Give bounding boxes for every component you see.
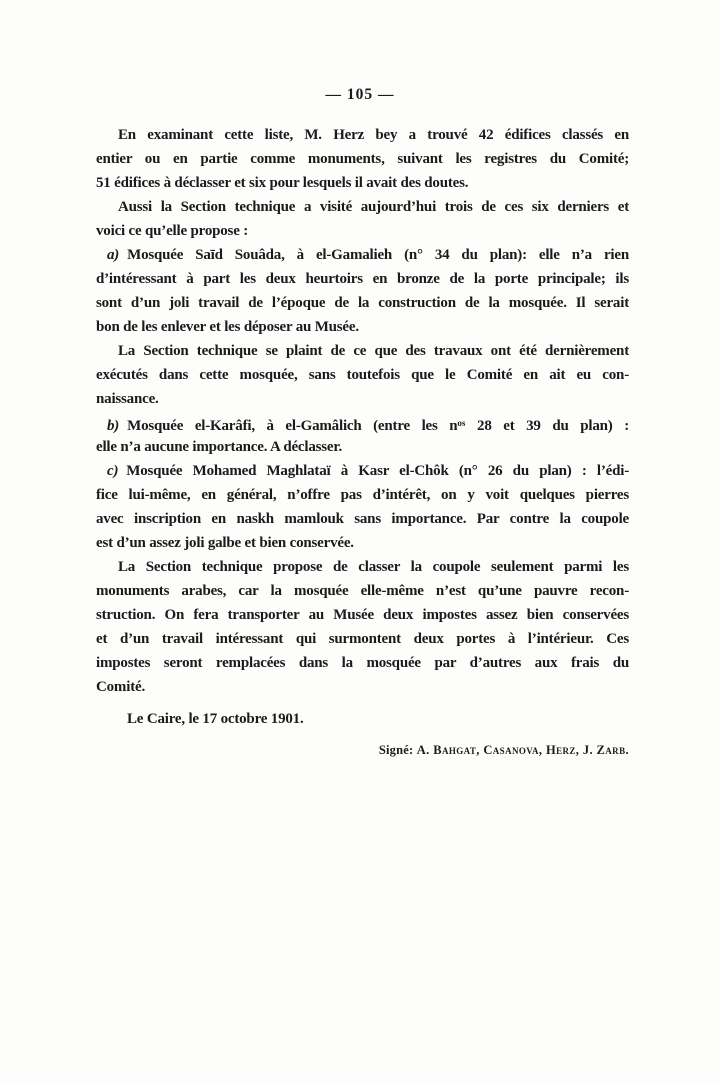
list-marker: a) bbox=[107, 247, 120, 263]
text-line bbox=[96, 267, 629, 291]
text-line bbox=[96, 195, 629, 219]
text-line bbox=[96, 339, 629, 363]
text-segment: Mosquée Saīd Souâda, à el-Gamalieh (n° 34 du plan): elle n’a rien bbox=[127, 247, 629, 263]
text-line bbox=[96, 507, 629, 531]
text-segment: avec inscription en naskh mamlouk sans importance. Par contre la coupole bbox=[96, 511, 629, 527]
text-line bbox=[96, 219, 629, 243]
text-segment: Le Caire, le 17 octobre 1901. bbox=[127, 711, 304, 727]
text-line bbox=[96, 363, 629, 387]
text-line bbox=[96, 387, 629, 411]
text-block bbox=[96, 123, 629, 762]
text-segment: impostes seront remplacées dans la mosquée par d’autres aux frais du bbox=[96, 655, 629, 671]
signature-names: A. Bahgat, Casanova, Herz, J. Zarb. bbox=[416, 743, 629, 757]
text-line bbox=[96, 411, 629, 435]
text-segment: elle n’a aucune importance. A déclasser. bbox=[96, 439, 343, 455]
text-line bbox=[96, 123, 629, 147]
list-marker: c) bbox=[107, 463, 119, 479]
text-line bbox=[96, 738, 629, 762]
text-segment: est d’un assez joli galbe et bien conservée. bbox=[96, 535, 354, 551]
text-line bbox=[96, 555, 629, 579]
text-line bbox=[96, 707, 629, 731]
text-segment: fice lui-même, en général, n’offre pas d’intérêt, on y voit quelques pierres bbox=[96, 487, 629, 503]
text-segment: exécutés dans cette mosquée, sans toutefois que le Comité en ait eu con- bbox=[96, 367, 629, 383]
text-segment: voici ce qu’elle propose : bbox=[96, 223, 248, 239]
text-segment: Comité. bbox=[96, 679, 145, 695]
text-line bbox=[96, 483, 629, 507]
list-marker: b) bbox=[107, 418, 120, 435]
text-line bbox=[96, 603, 629, 627]
page-number: — 105 — bbox=[325, 86, 395, 103]
text-segment: Aussi la Section technique a visité aujourd’hui trois de ces six derniers et bbox=[118, 199, 629, 215]
text-segment: La Section technique se plaint de ce que des travaux ont été dernièrement bbox=[118, 343, 629, 359]
text-line bbox=[96, 291, 629, 315]
text-line bbox=[96, 243, 629, 267]
text-segment: 28 et 39 du plan) : bbox=[465, 418, 629, 435]
text-segment: sont d’un joli travail de l’époque de la construction de la mosquée. Il serait bbox=[96, 295, 629, 311]
text-segment: struction. On fera transporter au Musée deux impostes assez bien conservées bbox=[96, 607, 629, 623]
text-segment: entier ou en partie comme monuments, suivant les registres du Comité; bbox=[96, 151, 629, 167]
text-line bbox=[96, 531, 629, 555]
text-line bbox=[96, 171, 629, 195]
superscript-segment: os bbox=[457, 418, 466, 428]
text-segment: En examinant cette liste, M. Herz bey a trouvé 42 édifices classés en bbox=[118, 127, 629, 143]
text-line bbox=[96, 651, 629, 675]
text-line bbox=[96, 675, 629, 699]
text-segment: 51 édifices à déclasser et six pour lesquels il avait des doutes. bbox=[96, 175, 469, 191]
text-line bbox=[96, 315, 629, 339]
text-segment: et d’un travail intéressant qui surmontent deux portes à l’intérieur. Ces bbox=[96, 631, 629, 647]
text-line bbox=[96, 435, 629, 459]
text-segment: Signé: bbox=[378, 743, 417, 757]
text-segment: Mosquée Mohamed Maghlataï à Kasr el-Chôk (n° 26 du plan) : l’édi- bbox=[126, 463, 629, 479]
text-line bbox=[96, 147, 629, 171]
text-segment: d’intéressant à part les deux heurtoirs en bronze de la porte principale; ils bbox=[96, 271, 629, 287]
text-segment: naissance. bbox=[96, 391, 159, 407]
text-segment: Mosquée el-Karâfi, à el-Gamâlich (entre les n bbox=[127, 418, 458, 435]
text-segment: monuments arabes, car la mosquée elle-même n’est qu’une pauvre recon- bbox=[96, 583, 629, 599]
text-segment: La Section technique propose de classer la coupole seulement parmi les bbox=[118, 559, 629, 575]
text-segment: bon de les enlever et les déposer au Musée. bbox=[96, 319, 359, 335]
text-line bbox=[96, 579, 629, 603]
text-line bbox=[96, 459, 629, 483]
text-line bbox=[96, 627, 629, 651]
